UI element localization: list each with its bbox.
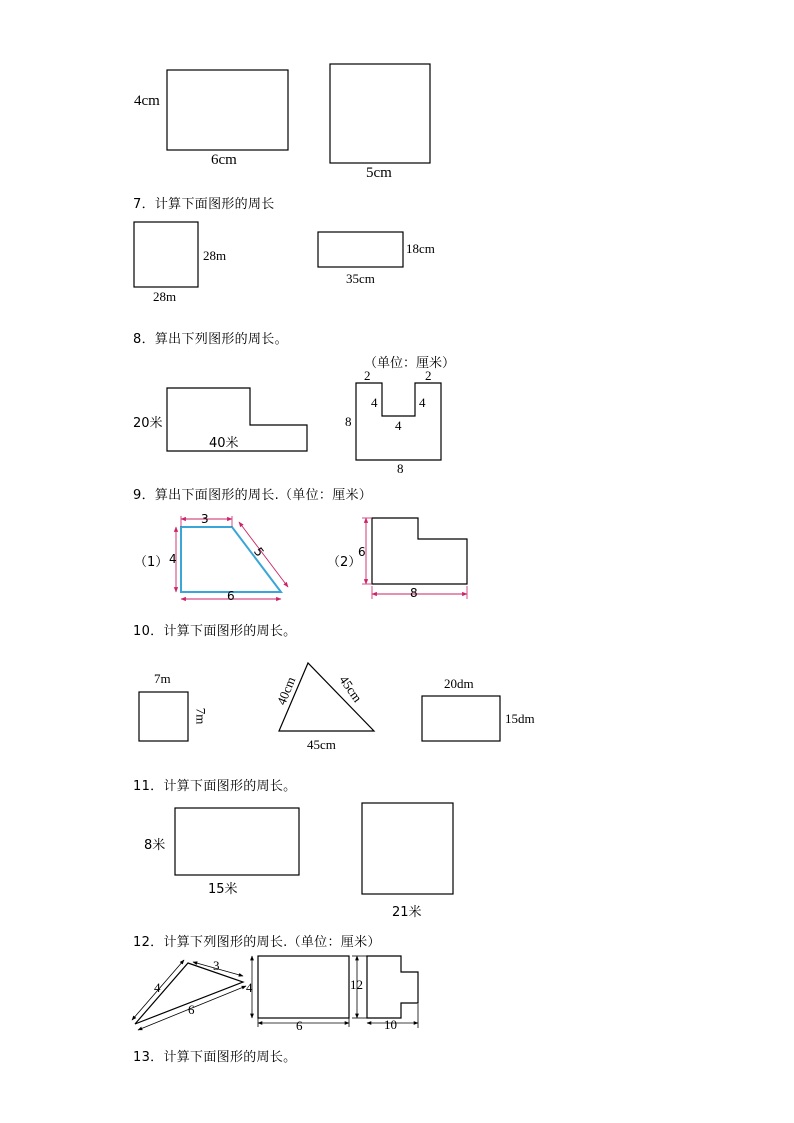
q7-rect-bottom-label: 35cm bbox=[346, 271, 375, 286]
q10-square-top-label: 7m bbox=[154, 671, 171, 686]
q8-u-bottom: 8 bbox=[397, 461, 404, 476]
q9-step-shape bbox=[372, 518, 467, 584]
question-8: 8．算出下列图形的周长。 bbox=[133, 332, 288, 347]
q10-rectangle bbox=[422, 696, 500, 741]
question-10: 10．计算下面图形的周长。 bbox=[133, 624, 297, 639]
q8-u-top-right: 2 bbox=[425, 368, 432, 383]
q8-u-left: 8 bbox=[345, 414, 352, 429]
q9-shape-bottom-label: 8 bbox=[410, 586, 418, 600]
q9-trap-left-label: 4 bbox=[169, 552, 177, 566]
q9-trap-top-label: 3 bbox=[201, 512, 209, 526]
question-7: 7．计算下面图形的周长 bbox=[133, 197, 275, 212]
top-rect-bottom-label: 6cm bbox=[211, 152, 237, 168]
q9-trap-dim-slant bbox=[239, 522, 288, 587]
q12-rectangle bbox=[258, 956, 349, 1018]
top-rectangle bbox=[167, 70, 288, 150]
q9-trap-slant-label: 5 bbox=[250, 544, 267, 560]
q10-triangle-right-label: 45cm bbox=[336, 672, 366, 705]
top-square-bottom-label: 5cm bbox=[366, 165, 392, 181]
question-13: 13．计算下面图形的周长。 bbox=[133, 1050, 297, 1065]
q11-square bbox=[362, 803, 453, 894]
q10-square bbox=[139, 692, 188, 741]
q8-unit-label: （单位：厘米） bbox=[364, 356, 456, 371]
q10-triangle-bottom-label: 45cm bbox=[307, 737, 336, 752]
q7-rectangle bbox=[318, 232, 403, 267]
q9-trap-tag: （1） bbox=[134, 555, 169, 570]
top-rect-side-label: 4cm bbox=[134, 93, 160, 109]
q9-trapezoid bbox=[181, 527, 281, 592]
q10-rect-top-label: 20dm bbox=[444, 676, 474, 691]
q8-u-inner-right: 4 bbox=[419, 395, 426, 410]
q10-triangle-left-label: 40cm bbox=[273, 674, 299, 708]
q12-notched-shape bbox=[367, 956, 418, 1018]
question-9: 9．算出下面图形的周长.（单位：厘米） bbox=[133, 488, 373, 503]
q12-rect-side-label: 4 bbox=[246, 980, 253, 995]
q11-rectangle bbox=[175, 808, 299, 875]
q8-u-top-left: 2 bbox=[364, 368, 371, 383]
q8-lshape-side-label: 20米 bbox=[133, 416, 163, 431]
question-12: 12．计算下列图形的周长.（单位：厘米） bbox=[133, 935, 381, 950]
q11-square-bottom-label: 21米 bbox=[392, 905, 422, 920]
q12-triangle-side-b: 4 bbox=[154, 980, 161, 995]
q7-square-side-label: 28m bbox=[203, 248, 227, 263]
q9-shape-left-label: 6 bbox=[358, 545, 366, 559]
q10-rect-side-label: 15dm bbox=[505, 711, 535, 726]
q12-shape-side-label: 12 bbox=[350, 977, 363, 992]
q8-lshape-bottom-label: 40米 bbox=[209, 436, 239, 451]
q9-shape-tag: （2） bbox=[327, 555, 362, 570]
q12-rect-bottom-label: 6 bbox=[296, 1018, 303, 1033]
q9-trap-bottom-label: 6 bbox=[227, 589, 235, 603]
top-square bbox=[330, 64, 430, 163]
q10-square-side-label: 7m bbox=[193, 707, 209, 725]
q12-shape-bottom-label: 10 bbox=[384, 1017, 397, 1032]
q11-rect-side-label: 8米 bbox=[144, 838, 166, 853]
q12-triangle-side-a: 3 bbox=[213, 958, 220, 973]
q8-u-inner-left: 4 bbox=[371, 395, 378, 410]
q11-rect-bottom-label: 15米 bbox=[208, 882, 238, 897]
q7-rect-side-label: 18cm bbox=[406, 241, 435, 256]
q7-square bbox=[134, 222, 198, 287]
question-11: 11．计算下面图形的周长。 bbox=[133, 779, 297, 794]
q8-u-inner-bottom: 4 bbox=[395, 418, 402, 433]
q7-square-bottom-label: 28m bbox=[153, 289, 177, 304]
q12-triangle-side-c: 6 bbox=[188, 1002, 195, 1017]
